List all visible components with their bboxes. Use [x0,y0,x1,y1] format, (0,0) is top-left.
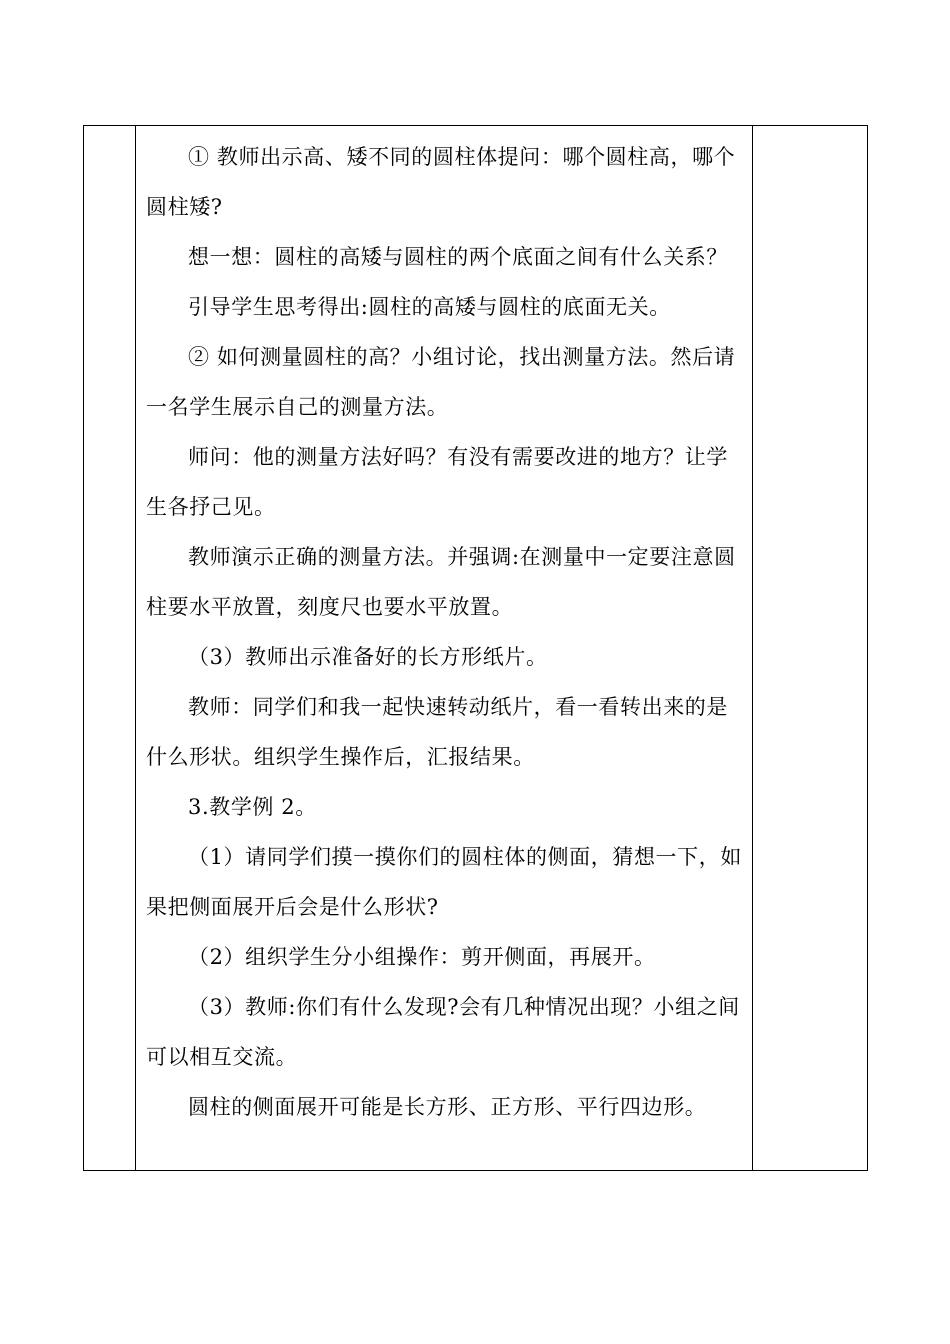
paragraph-13: 圆柱的侧面展开可能是长方形、正方形、平行四边形。 [188,1095,707,1119]
teaching-content-cell [136,126,752,1170]
paragraph-6: 教师演示正确的测量方法。并强调:在测量中一定要注意圆柱要水平放置，刻度尺也要水平放置。 [146,545,736,619]
paragraph-10: （1）请同学们摸一摸你们的圆柱体的侧面，猜想一下，如果把侧面展开后会是什么形状? [146,845,742,919]
paragraph-1: ① 教师出示高、矮不同的圆柱体提问：哪个圆柱高，哪个圆柱矮? [146,145,736,219]
lesson-plan-table [83,125,868,1171]
paragraph-2: 想一想：圆柱的高矮与圆柱的两个底面之间有什么关系？ [188,245,728,269]
paragraph-12: （3）教师:你们有什么发现?会有几种情况出现？小组之间可以相互交流。 [146,995,740,1069]
paragraph-7: （3）教师出示准备好的长方形纸片。 [188,645,548,669]
paragraph-4: ② 如何测量圆柱的高？小组讨论，找出测量方法。然后请一名学生展示自己的测量方法。 [146,345,736,419]
paragraph-3: 引导学生思考得出:圆柱的高矮与圆柱的底面无关。 [188,295,671,319]
paragraph-9: 3.教学例 2。 [188,795,317,819]
paragraph-8: 教师：同学们和我一起快速转动纸片，看一看转出来的是什么形状。组织学生操作后，汇报结果。 [146,695,728,769]
paragraph-11: （2）组织学生分小组操作：剪开侧面，再展开。 [188,945,656,969]
paragraph-5: 师问：他的测量方法好吗？有没有需要改进的地方？让学生各抒己见。 [146,445,728,519]
right-column-divider [752,126,753,1170]
